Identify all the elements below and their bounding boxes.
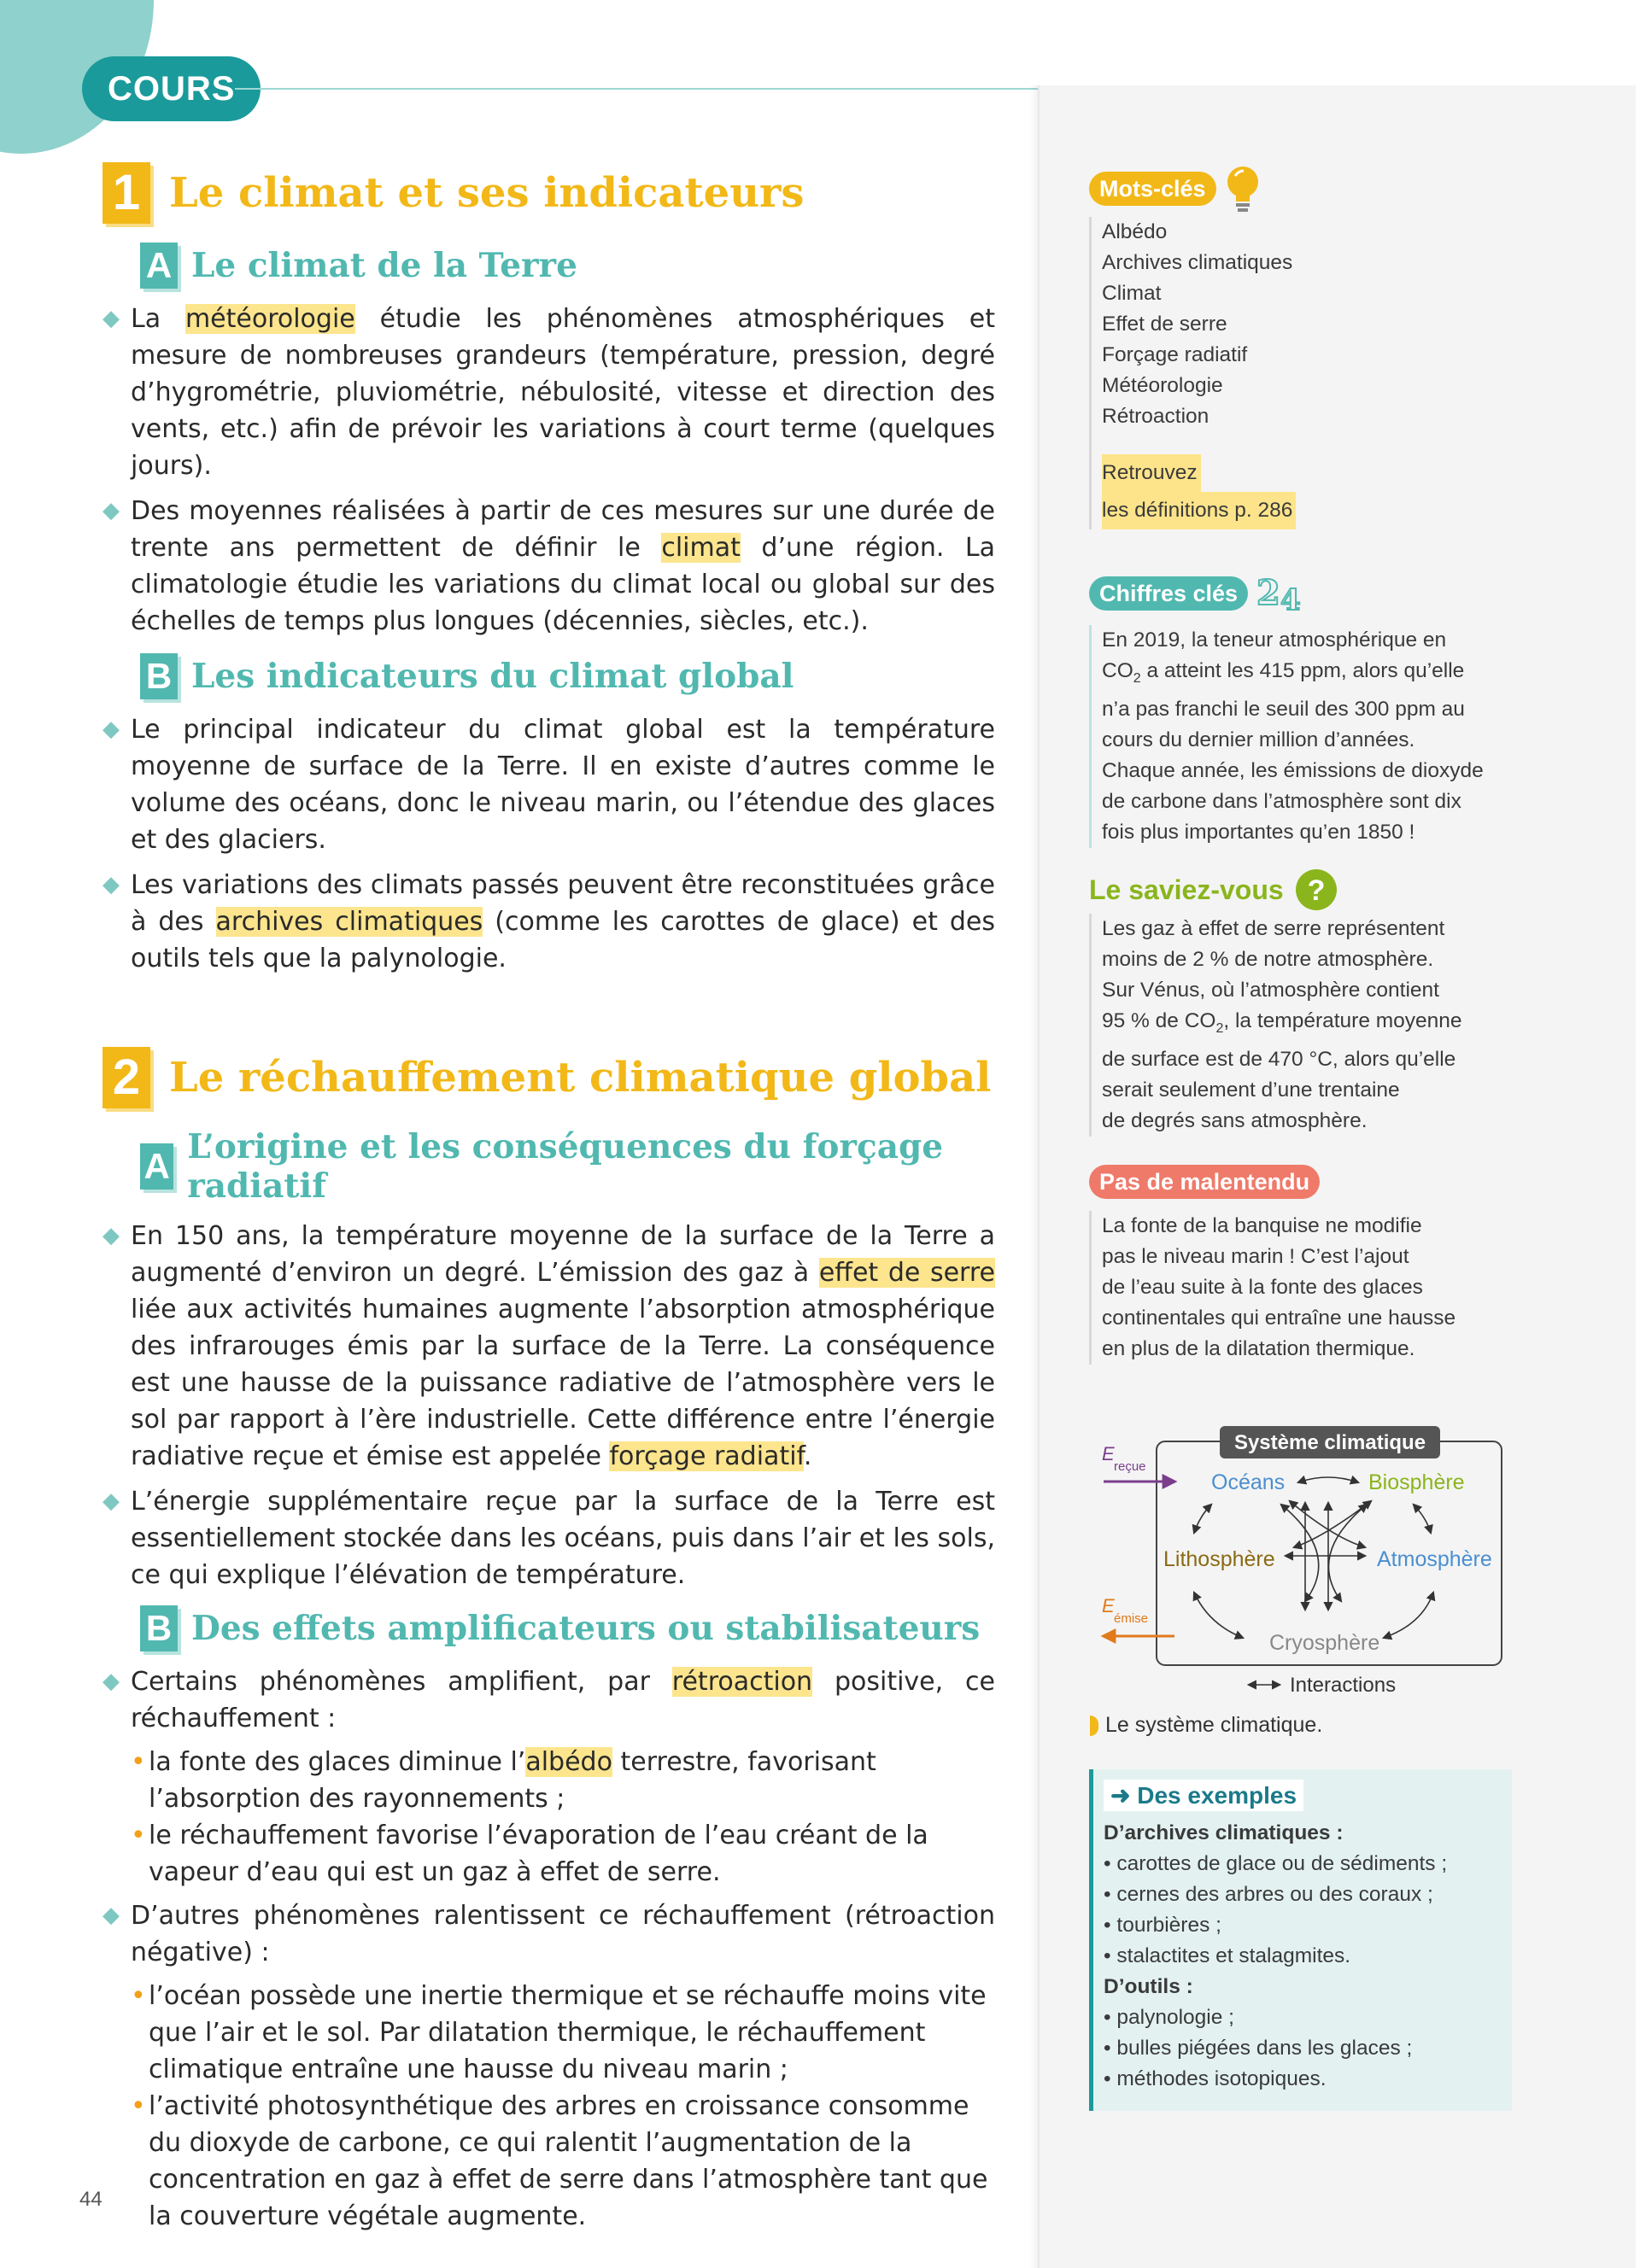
subsection-letter: B bbox=[140, 653, 178, 699]
energy-emitted-label: émise bbox=[1114, 1611, 1149, 1626]
highlighted-term: effet de serre bbox=[818, 1258, 995, 1288]
keyword-item: Rétroaction bbox=[1102, 405, 1210, 428]
lightbulb-icon bbox=[1223, 164, 1262, 213]
section-title: Le climat et ses indicateurs bbox=[169, 169, 805, 217]
paragraph: ◆ En 150 ans, la température moyenne de la surface de la Terre a augmenté d’environ un degré. L’émission des gaz à effet de serre liée aux activités humaines augmente l’absorption atmosphérique des infrarouges émis par la surface de la Terre. La conséquence est une hausse de la puissance radiative de l’atmosphère vers le sol par rapport à l’ère industrielle. Cette différence entre l’énergie radiative reçue et émise est appelée forçage radiatif. bbox=[102, 1221, 995, 1471]
keywords-box bbox=[1089, 164, 1516, 529]
highlighted-term: archives climatiques bbox=[215, 907, 483, 937]
section-title: Le réchauffement climatique global bbox=[169, 1054, 992, 1102]
paragraph: ◆ L’énergie supplémentaire reçue par la surface de la Terre est essentiellement stockée dans les océans, puis dans l’air et les sols, ce qui explique l’élévation de température. bbox=[102, 1487, 995, 1590]
paragraph: ◆ Des moyennes réalisées à partir de ces mesures sur une durée de trente ans permettent de définir le climat d’une région. La climatologie étudie les variations du climat local ou global sur des échelles de temps plus longues (décennies, siècles, etc.). bbox=[102, 496, 995, 636]
did-you-know-title: Le saviez-vous bbox=[1089, 874, 1284, 905]
figure-caption bbox=[1090, 1713, 1322, 1738]
node-oceans: Océans bbox=[1211, 1470, 1286, 1494]
sidebar-shadow bbox=[1029, 85, 1040, 2268]
svg-text:4: 4 bbox=[1280, 583, 1301, 617]
bullet-item: • l’océan possède une inertie thermique et se réchauffe moins vite que l’air et le sol. Par dilatation thermique, le réchauffement climatique entraîne une hausse du niveau marin ; bbox=[131, 1981, 987, 2084]
keywords-list bbox=[1089, 217, 1516, 529]
diagram-title: Système climatique bbox=[1233, 1431, 1426, 1454]
keyword-item: Climat bbox=[1102, 282, 1162, 305]
energy-symbol: E bbox=[1102, 1443, 1115, 1464]
keyword-item: Forçage radiatif bbox=[1102, 343, 1248, 366]
did-you-know-text: Les gaz à effet de serre représentent moins de 2 % de notre atmosphère. Sur Vénus, où l’atmosphère contient 95 % de $CO_2$, la température moyenne de surface est de 470 °C, alors qu’elle serait seulement d’une trentaine de degrés sans atmosphère. bbox=[1089, 914, 1516, 1137]
subsection-letter: A bbox=[140, 243, 178, 289]
key-figures-box bbox=[1089, 570, 1516, 848]
subsection-heading bbox=[140, 653, 995, 699]
misconception-box bbox=[1089, 1165, 1516, 1365]
caption-marker bbox=[1090, 1716, 1098, 1736]
energy-symbol: E bbox=[1102, 1595, 1115, 1616]
subsection-letter: B bbox=[140, 1605, 178, 1651]
subsection-title: Des effets amplificateurs ou stabilisateurs bbox=[191, 1609, 981, 1648]
highlighted-term: météorologie bbox=[184, 304, 355, 334]
highlighted-term: albédo bbox=[525, 1747, 612, 1777]
bullet-item: • la fonte des glaces diminue l’albédo terrestre, favorisant l’absorption des rayonnements ; bbox=[131, 1747, 876, 1814]
page-number: 44 bbox=[79, 2188, 102, 2211]
subsection-heading bbox=[140, 243, 995, 289]
section-number: 2 bbox=[102, 1047, 150, 1108]
cours-badge: COURS bbox=[82, 56, 261, 121]
node-biosphere: Biosphère bbox=[1368, 1470, 1465, 1494]
numbers-icon bbox=[1253, 570, 1306, 617]
bullet-item: • l’activité photosynthétique des arbres en croissance consomme du dioxyde de carbone, ce qui ralentit l’augmentation de la concentration en gaz à effet de serre dans l’atmosphère tant que la couverture végétale augmente. bbox=[131, 2091, 988, 2231]
main-column bbox=[102, 162, 995, 2235]
legend-label: Interactions bbox=[1290, 1674, 1397, 1697]
highlighted-term: rétroaction bbox=[671, 1667, 813, 1697]
examples-title: ➜ Des exemples bbox=[1104, 1780, 1303, 1811]
node-lithosphere: Lithosphère bbox=[1163, 1547, 1275, 1571]
energy-received-label: reçue bbox=[1114, 1459, 1146, 1474]
bullet-item: • le réchauffement favorise l’évaporation de l’eau créant de la vapeur d’eau qui est un gaz à effet de serre. bbox=[131, 1821, 928, 1887]
question-icon bbox=[1294, 868, 1338, 912]
svg-text:?: ? bbox=[1307, 874, 1326, 907]
highlighted-term: forçage radiatif bbox=[609, 1441, 804, 1471]
highlighted-term: climat bbox=[661, 533, 741, 563]
examples-list: D’archives climatiques : • carottes de glace ou de sédiments ; • cernes des arbres ou des coraux ; • tourbières ; • stalactites et stalagmites. D’outils : • palynologie ; • bulles piégées dans les glaces ; • méthodes isotopiques. bbox=[1104, 1821, 1448, 2090]
keywords-title: Mots-clés bbox=[1089, 172, 1216, 206]
section-2-heading bbox=[102, 1047, 995, 1108]
paragraph: ◆ La météorologie étudie les phénomènes atmosphériques et mesure de nombreuses grandeurs (température, pression, degré d’hygrométrie, pluviométrie, nébulosité, vitesse et direction des vents, etc.) afin de prévoir les variations à court terme (quelques jours). bbox=[102, 304, 995, 481]
examples-box bbox=[1089, 1769, 1512, 2111]
subsection-letter: A bbox=[140, 1143, 173, 1190]
misconception-title: Pas de malentendu bbox=[1089, 1165, 1320, 1199]
section-1-heading bbox=[102, 162, 995, 224]
key-figures-text: En 2019, la teneur atmosphérique en $CO_2$ a atteint les 415 ppm, alors qu’elle n’a pas franchi le seuil des 300 ppm au cours du dernier million d’années. Chaque année, les émissions de dioxyde de carbone dans l’atmosphère sont dix fois plus importantes qu’en 1850 ! bbox=[1089, 625, 1516, 848]
svg-text:2: 2 bbox=[1256, 573, 1280, 613]
paragraph: ◆ D’autres phénomènes ralentissent ce réchauffement (rétroaction négative) : bbox=[102, 1901, 995, 1967]
misconception-text: La fonte de la banquise ne modifie pas le niveau marin ! C’est l’ajout de l’eau suite à la fonte des glaces continentales qui entraîne une hausse en plus de la dilatation thermique. bbox=[1089, 1211, 1516, 1365]
paragraph: ◆ Les variations des climats passés peuvent être reconstituées grâce à des archives climatiques (comme les carottes de glace) et des outils tels que la palynologie. bbox=[102, 870, 995, 973]
did-you-know-box bbox=[1089, 868, 1516, 1137]
node-atmosphere: Atmosphère bbox=[1377, 1547, 1492, 1571]
climate-system-diagram bbox=[1093, 1418, 1503, 1699]
paragraph: ◆ Certains phénomènes amplifient, par rétroaction positive, ce réchauffement : bbox=[102, 1667, 995, 1733]
caption-text: Le système climatique. bbox=[1105, 1713, 1323, 1737]
definitions-link[interactable]: les définitions p. 286 bbox=[1102, 492, 1296, 529]
subsection-title: L’origine et les conséquences du forçage radiatif bbox=[187, 1127, 944, 1206]
subsection-title: Les indicateurs du climat global bbox=[191, 657, 794, 696]
subsection-heading bbox=[140, 1605, 995, 1651]
definitions-link[interactable]: Retrouvez bbox=[1102, 454, 1201, 492]
key-figures-title: Chiffres clés bbox=[1089, 576, 1248, 611]
keyword-item: Archives climatiques bbox=[1102, 251, 1293, 274]
paragraph: ◆ Le principal indicateur du climat global est la température moyenne de surface de la Terre. Il en existe d’autres comme le volume des océans, donc le niveau marin, ou l’étendue des glaces et des glaciers. bbox=[102, 715, 995, 855]
keyword-item: Albédo bbox=[1102, 220, 1168, 243]
keyword-item: Météorologie bbox=[1102, 374, 1223, 397]
subsection-heading bbox=[140, 1127, 995, 1206]
node-cryosphere: Cryosphère bbox=[1269, 1631, 1380, 1655]
keyword-item: Effet de serre bbox=[1102, 313, 1227, 336]
subsection-title: Le climat de la Terre bbox=[191, 246, 577, 285]
section-number: 1 bbox=[102, 162, 150, 224]
